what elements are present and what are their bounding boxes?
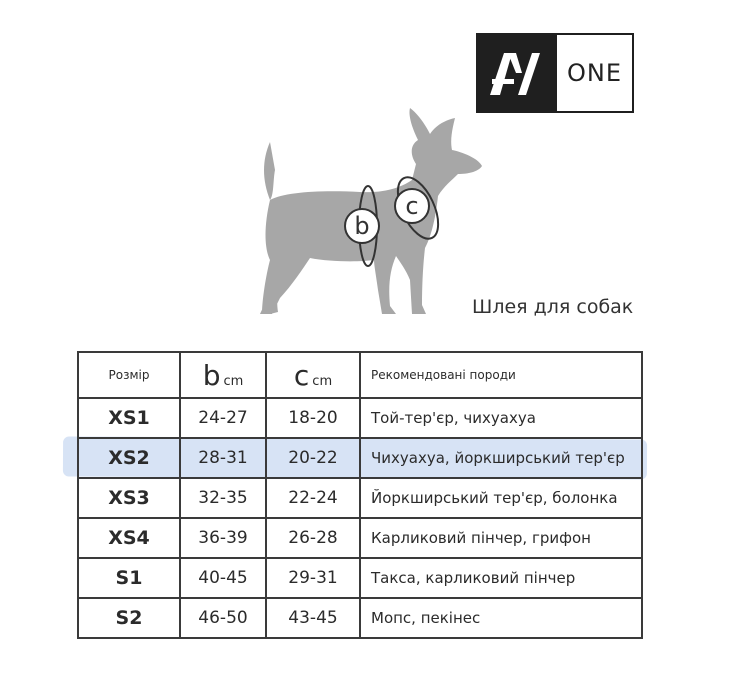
cell-breeds: Карликовий пінчер, грифон bbox=[360, 518, 642, 558]
header-c: c cm bbox=[266, 352, 360, 398]
cell-breeds: Чихуахуа, йоркширський тер'єр bbox=[360, 438, 642, 478]
dog-silhouette-diagram bbox=[240, 100, 490, 330]
cell-size: S2 bbox=[78, 598, 180, 638]
table-header-row bbox=[78, 352, 642, 398]
cell-size: S1 bbox=[78, 558, 180, 598]
cell-b: 36-39 bbox=[180, 518, 266, 558]
cell-b: 24-27 bbox=[180, 398, 266, 438]
cell-size: XS4 bbox=[78, 518, 180, 558]
table-row bbox=[78, 558, 642, 598]
cell-breeds: Той-тер'єр, чихуахуа bbox=[360, 398, 642, 438]
table-row bbox=[78, 398, 642, 438]
logo-word: ONE bbox=[566, 59, 622, 87]
table-row bbox=[78, 438, 642, 478]
cell-c: 20-22 bbox=[266, 438, 360, 478]
cell-c: 43-45 bbox=[266, 598, 360, 638]
header-breeds: Рекомендовані породи bbox=[360, 352, 642, 398]
table-row bbox=[78, 518, 642, 558]
label-c: c bbox=[405, 192, 419, 220]
cell-size: XS3 bbox=[78, 478, 180, 518]
cell-b: 46-50 bbox=[180, 598, 266, 638]
cell-b: 40-45 bbox=[180, 558, 266, 598]
cell-size: XS1 bbox=[78, 398, 180, 438]
header-size: Розмір bbox=[78, 352, 180, 398]
table-row bbox=[78, 478, 642, 518]
cell-c: 22-24 bbox=[266, 478, 360, 518]
cell-breeds: Такса, карликовий пінчер bbox=[360, 558, 642, 598]
brand-logo bbox=[476, 33, 634, 113]
label-b: b bbox=[354, 212, 370, 240]
cell-breeds: Йоркширський тер'єр, болонка bbox=[360, 478, 642, 518]
product-title: Шлея для собак bbox=[472, 296, 634, 318]
cell-b: 32-35 bbox=[180, 478, 266, 518]
cell-breeds: Мопс, пекінес bbox=[360, 598, 642, 638]
size-chart-table bbox=[77, 351, 643, 639]
table-row bbox=[78, 598, 642, 638]
cell-c: 26-28 bbox=[266, 518, 360, 558]
cell-b: 28-31 bbox=[180, 438, 266, 478]
cell-c: 18-20 bbox=[266, 398, 360, 438]
cell-c: 29-31 bbox=[266, 558, 360, 598]
cell-size: XS2 bbox=[78, 438, 180, 478]
header-b: b cm bbox=[180, 352, 266, 398]
